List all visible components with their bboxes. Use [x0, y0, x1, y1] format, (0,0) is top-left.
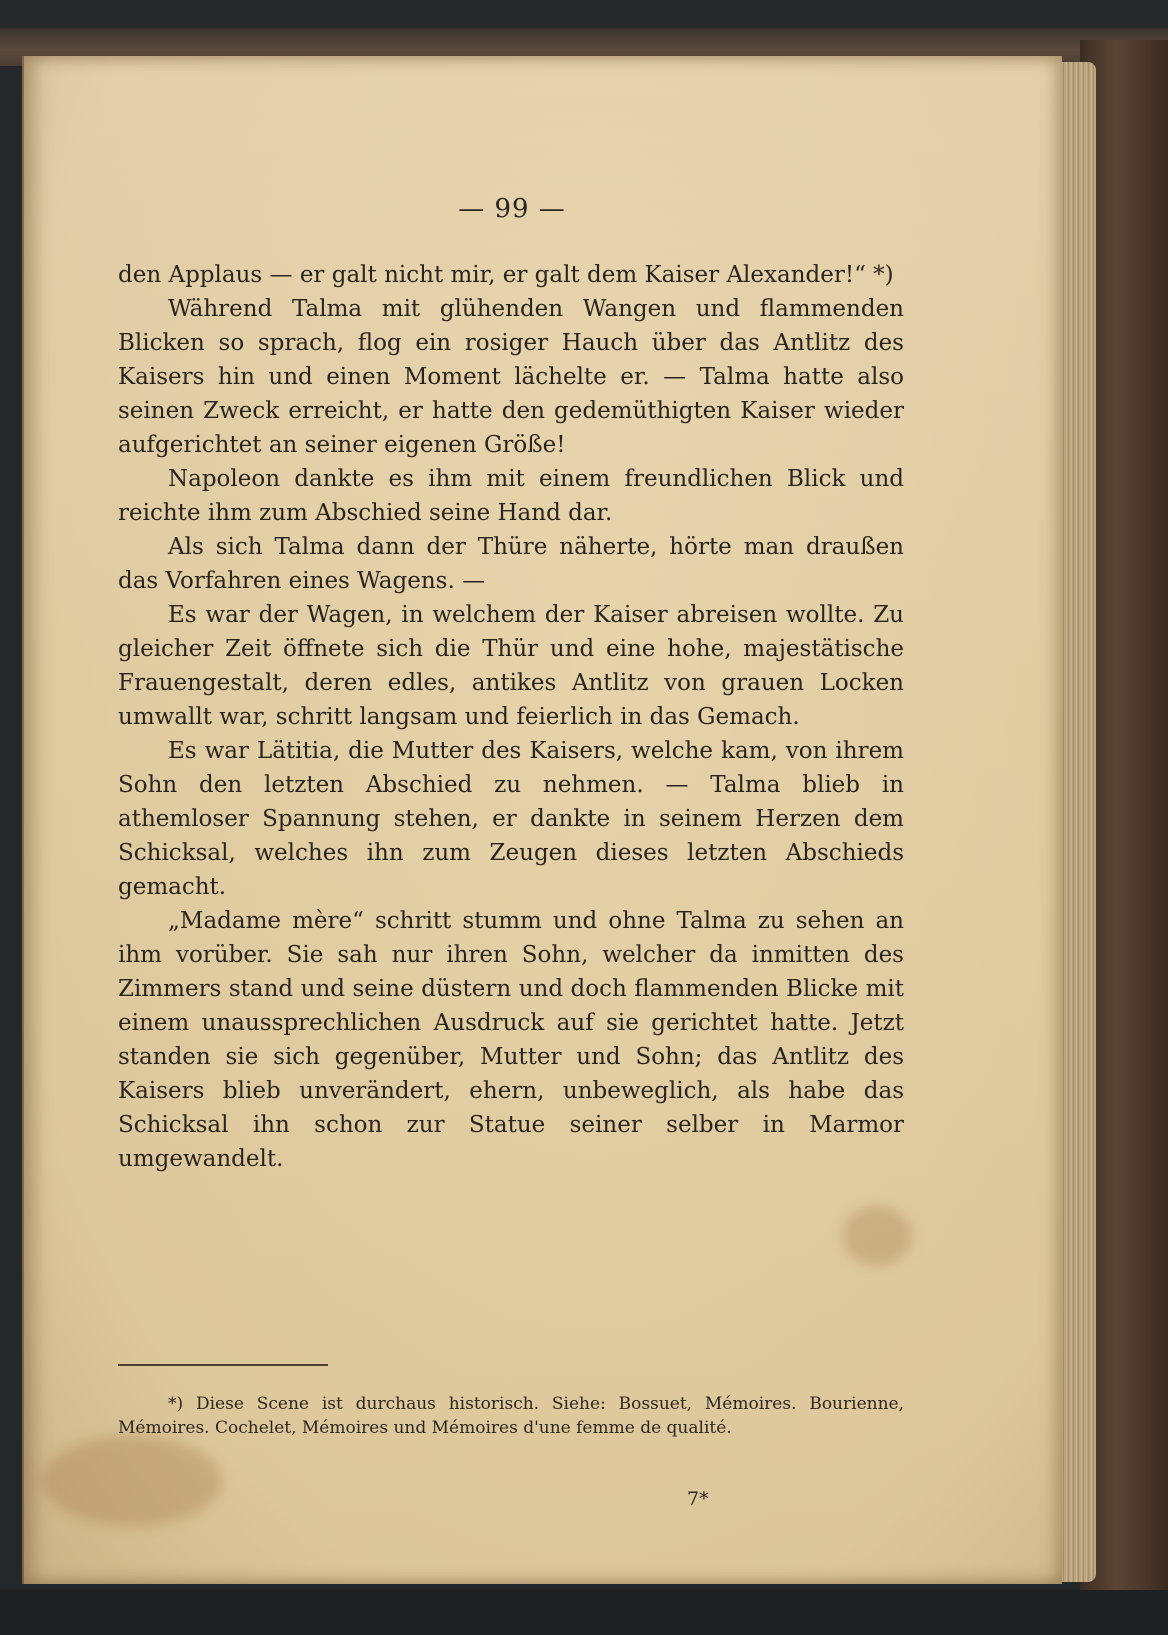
page-number: — 99 — [458, 194, 566, 224]
gutter-line [22, 56, 24, 1584]
scan-background [0, 1590, 1168, 1635]
footnote: *) Diese Scene ist durchaus historisch. Siehe: Bossuet, Mémoires. Bourienne, Mémoires. Cochelet, Mémoires und Mémoires d'une femme de qualité. [118, 1394, 904, 1438]
paper-stain [42, 1436, 222, 1526]
paragraph: Es war Lätitia, die Mutter des Kaisers, welche kam, von ihrem Sohn den letzten Abschied zu nehmen. — Talma blieb in athemloser Spannung stehen, er dankte in seinem Herzen dem Schicksal, welches ihn zum Zeugen dieses letzten Abschieds gemacht. [118, 738, 904, 900]
paragraph: „Madame mère“ schritt stumm und ohne Talma zu sehen an ihm vorüber. Sie sah nur ihren Sohn, welcher da inmitten des Zimmers stand und seine düstern und doch flammenden Blicke mit einem unaussprechlichen Ausdruck auf sie gerichtet hatte. Jetzt standen sie sich gegenüber, Mutter und Sohn; das Antlitz des Kaisers blieb unverändert, ehern, unbeweglich, als habe das Schicksal ihn schon zur Statue seiner selber in Marmor umgewandelt. [118, 908, 904, 1172]
paragraph: Als sich Talma dann der Thüre näherte, hörte man draußen das Vorfahren eines Wagens. — [118, 534, 904, 594]
paragraph: Napoleon dankte es ihm mit einem freundlichen Blick und reichte ihm zum Abschied seine Hand dar. [118, 466, 904, 526]
body-text [118, 258, 904, 1176]
paragraph: Es war der Wagen, in welchem der Kaiser abreisen wollte. Zu gleicher Zeit öffnete sich die Thür und eine hohe, majestätische Frauengestalt, deren edles, antikes Antlitz von grauen Locken umwallt war, schritt langsam und feierlich in das Gemach. [118, 602, 904, 730]
signature-mark: 7* [687, 1488, 709, 1510]
footnote-divider [118, 1364, 328, 1366]
paragraph: Während Talma mit glühenden Wangen und flammenden Blicken so sprach, flog ein rosiger Hauch über das Antlitz des Kaisers hin und einen Moment lächelte er. — Talma hatte also seinen Zweck erreicht, er hatte den gedemüthigten Kaiser wieder aufgerichtet an seiner eigenen Größe! [118, 296, 904, 458]
paragraph: den Applaus — er galt nicht mir, er galt dem Kaiser Alexander!“ *) [118, 262, 894, 288]
book-page [22, 56, 1062, 1584]
paper-stain [842, 1206, 912, 1266]
